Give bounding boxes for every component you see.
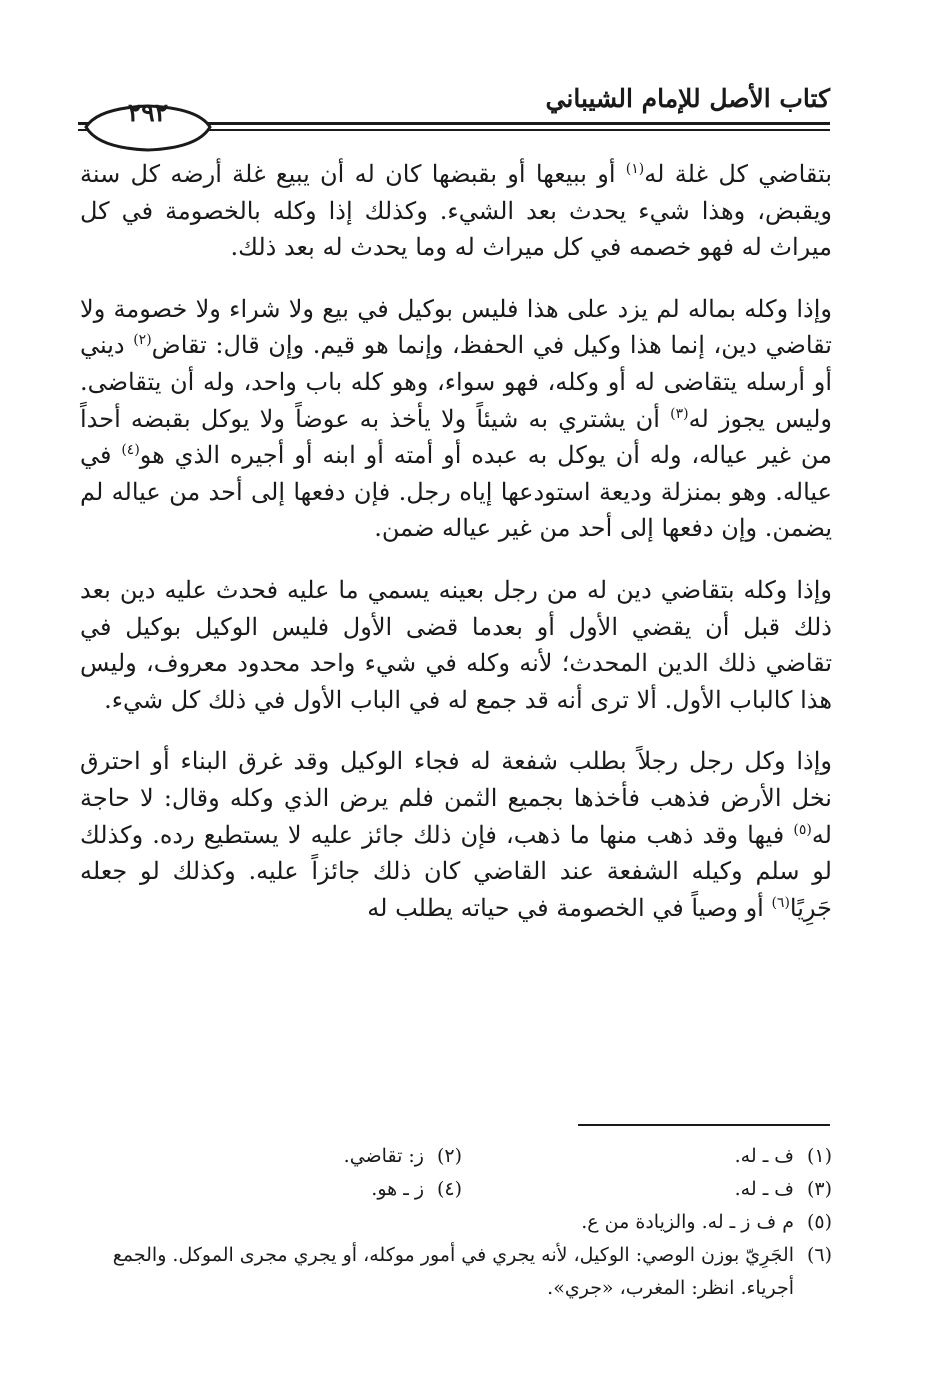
text-run: أو ببيعها أو بقبضها كان له أن يبيع غلة أرضه كل سنة ويقبض، وهذا شيء يحدث بعد الشيء. وكذلك إذا وكله بالخصومة في كل ميراث له فهو خصمه في كل ميراث له وما يحدث له بعد ذلك. [80, 160, 832, 262]
footnotes [80, 1140, 832, 1305]
page-number: ٢٩٢ [127, 98, 169, 127]
footnote-number: (٥) [806, 1211, 832, 1233]
footnote-reference: (٦) [771, 894, 790, 911]
footnote-number: (١) [806, 1145, 832, 1167]
paragraph [80, 572, 832, 718]
footnote-1 [462, 1140, 832, 1173]
text-run: وإذا وكله بتقاضي دين له من رجل بعينه يسمي ما عليه فحدث عليه دين بعد ذلك قبل أن يقضي الأول أو بعدما قضى الأول فليس الوكيل بوكيل في تقاضي ذلك الدين المحدث؛ لأنه وكله في شيء واحد محدود معروف، وليس هذا كالباب الأول. ألا ترى أنه قد جمع له في الباب الأول في ذلك كل شيء. [80, 575, 832, 714]
text-run: وإذا وكل رجل رجلاً بطلب شفعة له فجاء الوكيل وقد غرق البناء أو احترق نخل الأرض فذهب فأخذها بجميع الثمن فلم يرض الذي وكله وقال: لا حاجة له [80, 747, 832, 849]
footnote-reference: (٤) [121, 442, 140, 459]
footnote-number: (٢) [436, 1145, 462, 1167]
footnote-row [80, 1140, 832, 1173]
text-run: في عياله. وهو بمنزلة وديعة استودعها إياه رجل. فإن دفعها إلى أحد من عياله لم يضمن. وإن دفعها إلى أحد من غير عياله ضمن. [80, 441, 832, 543]
text-run: أن يشتري به شيئاً ولا يأخذ به عوضاً ولا يوكل بقبضه أحداً من غير عياله، وله أن يوكل به عبده أو أمته أو ابنه أو أجيره الذي هو [80, 404, 833, 470]
paragraph [80, 156, 832, 266]
text-run: أو وصياً في الخصومة في حياته يطلب له [367, 893, 772, 922]
footnote-number: (٦) [806, 1244, 832, 1266]
footnote-4 [92, 1173, 462, 1206]
paragraph [80, 743, 832, 926]
text-run: فيها وقد ذهب منها ما ذهب، فإن ذلك جائز عليه لا يستطيع رده. وكذلك لو سلم وكيله الشفعة عند القاضي كان ذلك جائزاً عليه. وكذلك لو جعله جَرِيًا [80, 820, 832, 922]
page-header [78, 78, 830, 158]
footnote-reference: (٥) [793, 821, 812, 838]
footnote-text: م ف ز ـ له. والزيادة من ع. [581, 1211, 794, 1233]
text-run: بتقاضي كل غلة له [644, 160, 832, 188]
footnote-text: ف ـ له. [734, 1178, 794, 1200]
footnote-reference: (١) [625, 161, 645, 177]
footnote-number: (٣) [806, 1178, 832, 1200]
footnote-reference: (٣) [670, 405, 689, 422]
footnote-text: ف ـ له. [734, 1145, 794, 1167]
footnote-3 [462, 1173, 832, 1206]
book-title: كتاب الأصل للإمام الشيباني [545, 84, 830, 113]
footnote-2 [92, 1140, 462, 1173]
footnote-row [80, 1173, 832, 1206]
footnote-5 [80, 1206, 832, 1239]
footnote-reference: (٢) [133, 332, 152, 349]
main-text [80, 156, 832, 926]
footnote-text: الجَرِيّ بوزن الوصي: الوكيل، لأنه يجري في أمور موكله، أو يجري مجرى الموكل. والجمع أجرياء. انظر: المغرب، «جري». [112, 1244, 794, 1299]
footnote-separator [578, 1124, 830, 1126]
footnote-text: ز: تقاضي. [343, 1145, 424, 1167]
footnote-6 [80, 1239, 832, 1305]
text-run: وإذا وكله بماله لم يزد على هذا فليس بوكيل في بيع ولا شراء ولا خصومة ولا تقاضي دين، إنما هذا وكيل في الحفظ، وإنما هو قيم. وإن قال: تقاض [80, 294, 832, 360]
text-run: ديني أو أرسله يتقاضى له أو وكله، فهو سواء، وهو كله باب واحد، وله أن يتقاضى. وليس يجوز له [80, 331, 833, 433]
paragraph [80, 291, 832, 547]
footnote-number: (٤) [436, 1178, 462, 1200]
footnote-text: ز ـ هو. [371, 1178, 424, 1200]
